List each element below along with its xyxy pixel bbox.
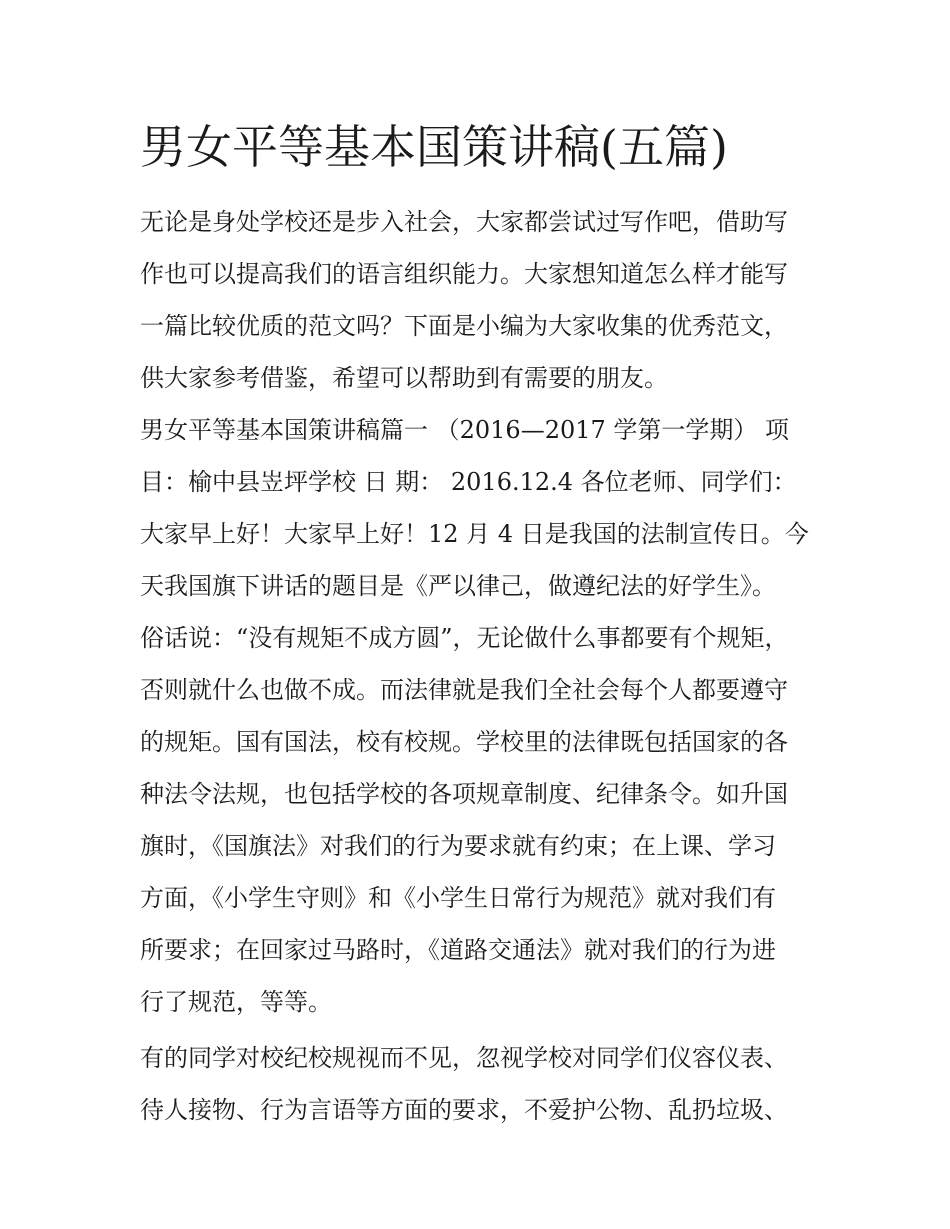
text-line: 方面，《小学生守则》和《小学生日常行为规范》就对我们有 bbox=[140, 884, 776, 912]
text-line: 目：榆中县岦坪学校 日 期： 2016.12.4 各位老师、同学们： bbox=[140, 468, 797, 496]
text-line: 俗话说：“没有规矩不成方圆”，无论做什么事都要有个规矩， bbox=[140, 624, 789, 652]
text-line: 男女平等基本国策讲稿篇一 （2016—2017 学第一学期） 项 bbox=[140, 416, 790, 444]
text-line: 待人接物、行为言语等方面的要求，不爱护公物、乱扔垃圾、 bbox=[140, 1096, 788, 1124]
text-line: 供大家参考借鉴，希望可以帮助到有需要的朋友。 bbox=[140, 364, 668, 392]
text-line: 所要求；在回家过马路时，《道路交通法》就对我们的行为进 bbox=[140, 936, 776, 964]
text-line: 行了规范，等等。 bbox=[140, 988, 332, 1016]
text-line: 的规矩。国有国法，校有校规。学校里的法律既包括国家的各 bbox=[140, 728, 788, 756]
text-line: 有的同学对校纪校规视而不见，忽视学校对同学们仪容仪表、 bbox=[140, 1044, 788, 1072]
text-line: 种法令法规，也包括学校的各项规章制度、纪律条令。如升国 bbox=[140, 780, 788, 808]
document-title: 男女平等基本国策讲稿(五篇) bbox=[140, 120, 728, 174]
text-line: 大家早上好！大家早上好！12 月 4 日是我国的法制宣传日。今 bbox=[140, 520, 809, 548]
text-line: 否则就什么也做不成。而法律就是我们全社会每个人都要遵守 bbox=[140, 676, 788, 704]
text-line: 旗时，《国旗法》对我们的行为要求就有约束；在上课、学习 bbox=[140, 832, 776, 860]
text-line: 无论是身处学校还是步入社会，大家都尝试过写作吧，借助写 bbox=[140, 208, 788, 236]
text-line: 天我国旗下讲话的题目是《严以律己，做遵纪法的好学生》。 bbox=[140, 572, 776, 600]
text-line: 一篇比较优质的范文吗？下面是小编为大家收集的优秀范文， bbox=[140, 312, 788, 340]
text-line: 作也可以提高我们的语言组织能力。大家想知道怎么样才能写 bbox=[140, 260, 788, 288]
document-body bbox=[140, 196, 820, 1136]
